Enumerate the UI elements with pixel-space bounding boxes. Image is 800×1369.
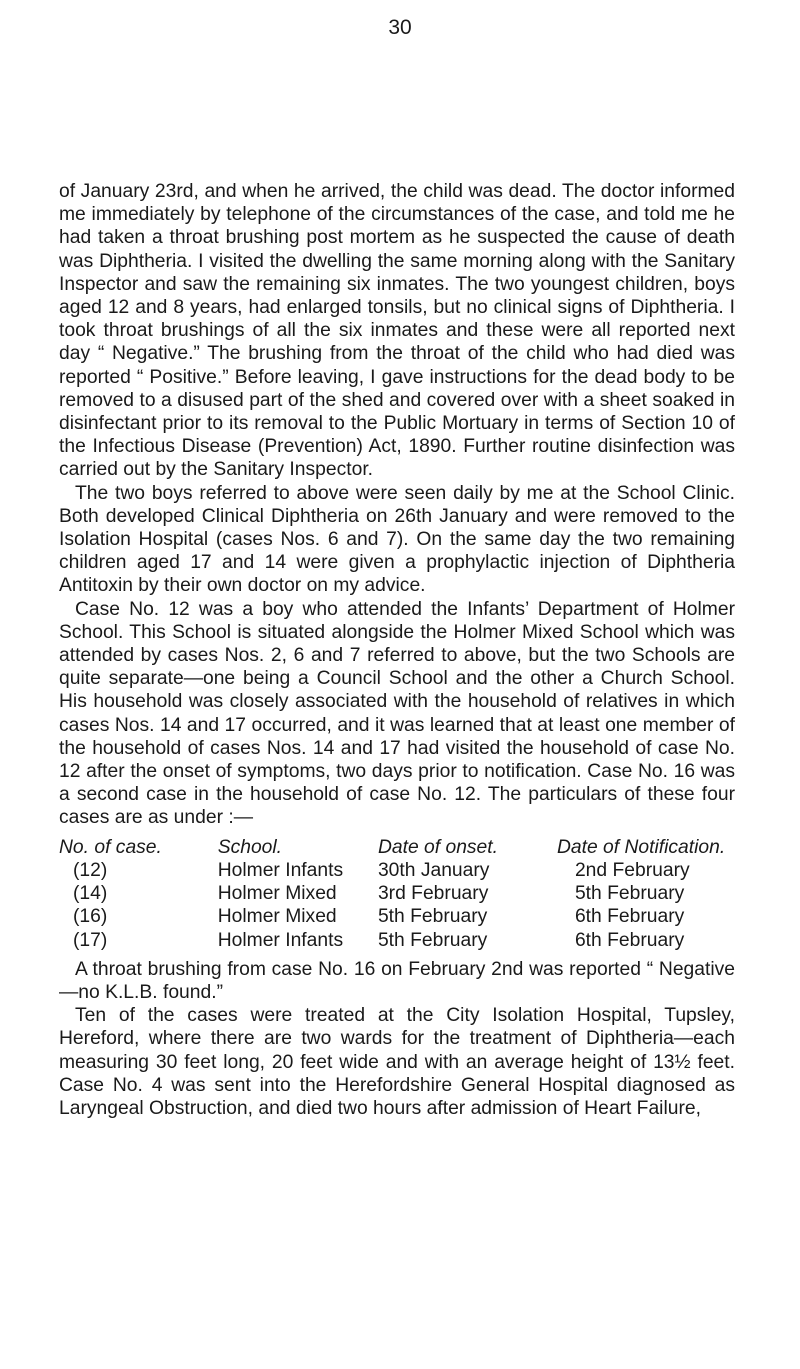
- paragraph: The two boys referred to above were seen daily by me at the School Clinic. Both developed Clinical Diphtheria on 26th January and were removed to the Isolation Hospital (cases Nos. 6 and 7). On the same day the two remaining children aged 17 and 14 were given a prophylactic injection of Diphtheria Antitoxin by their own doctor on my advice.: [59, 482, 735, 597]
- cases-table: [59, 836, 735, 952]
- table-cell-case-no: (17): [73, 929, 108, 951]
- table-cell-school: Holmer Infants: [217, 929, 344, 951]
- paragraph: of January 23rd, and when he arrived, the child was dead. The doctor informed me immediately by telephone of the circumstances of the case, and told me he had taken a throat brushing post mortem as he suspected the cause of death was Diphtheria. I visited the dwelling the same morning along with the Sanitary Inspector and saw the remaining six inmates. The two youngest children, boys aged 12 and 8 years, had enlarged tonsils, but no clinical signs of Diphtheria. I took throat brushings of all the six inmates and these were all reported next day “ Negative.” The brushing from the throat of the child who had died was reported “ Positive.” Before leaving, I gave instructions for the dead body to be removed to a disused part of the shed and covered over with a sheet soaked in disinfectant prior to its removal to the Public Mortuary in terms of Section 10 of the Infectious Disease (Prevention) Act, 1890. Further routine disinfection was carried out by the Sanitary Inspector.: [59, 181, 735, 481]
- table-cell-date-notification: 5th February: [574, 883, 685, 905]
- table-cell-date-onset: 5th February: [377, 906, 488, 928]
- table-cell-school: Holmer Infants: [217, 859, 344, 881]
- table-cell-date-notification: 2nd February: [574, 859, 690, 881]
- table-cell-date-notification: 6th February: [574, 929, 685, 951]
- table-cell-date-onset: 5th February: [377, 929, 488, 951]
- table-cell-date-onset: 30th January: [377, 859, 490, 881]
- body-text: [59, 180, 735, 1120]
- table-cell-case-no: (16): [73, 906, 108, 928]
- paragraph: Ten of the cases were treated at the City Isolation Hospital, Tupsley, Hereford, where there are two wards for the treatment of Diphtheria—each measuring 30 feet long, 20 feet wide and with an average height of 13½ feet. Case No. 4 was sent into the Herefordshire General Hospital diagnosed as Laryngeal Obstruction, and died two hours after admission of Heart Failure,: [59, 1005, 735, 1119]
- column-header-school: School.: [217, 836, 283, 858]
- column-header-case-no: No. of case.: [59, 836, 162, 858]
- page-number: 30: [388, 16, 412, 39]
- table-cell-case-no: (14): [73, 883, 108, 905]
- table-cell-case-no: (12): [73, 859, 108, 881]
- table-cell-date-notification: 6th February: [574, 906, 685, 928]
- column-header-date-notification: Date of Notification.: [556, 836, 726, 858]
- table-cell-school: Holmer Mixed: [217, 883, 337, 905]
- paragraph: Case No. 12 was a boy who attended the Infants’ Department of Holmer School. This School is situated alongside the Holmer Mixed School which was attended by cases Nos. 2, 6 and 7 referred to above, but the two Schools are quite separate—one being a Council School and the other a Church School. His household was closely associated with the household of relatives in which cases Nos. 14 and 17 occurred, and it was learned that at least one member of the household of cases Nos. 14 and 17 had visited the household of case No. 12 after the onset of symptoms, two days prior to notification. Case No. 16 was a second case in the household of case No. 12. The particulars of these four cases are as under :—: [59, 598, 735, 829]
- paragraph: A throat brushing from case No. 16 on February 2nd was reported “ Negative—no K.L.B. found.”: [59, 958, 735, 1003]
- table-cell-school: Holmer Mixed: [217, 906, 337, 928]
- table-cell-date-onset: 3rd February: [377, 883, 489, 905]
- column-header-date-onset: Date of onset.: [377, 836, 498, 858]
